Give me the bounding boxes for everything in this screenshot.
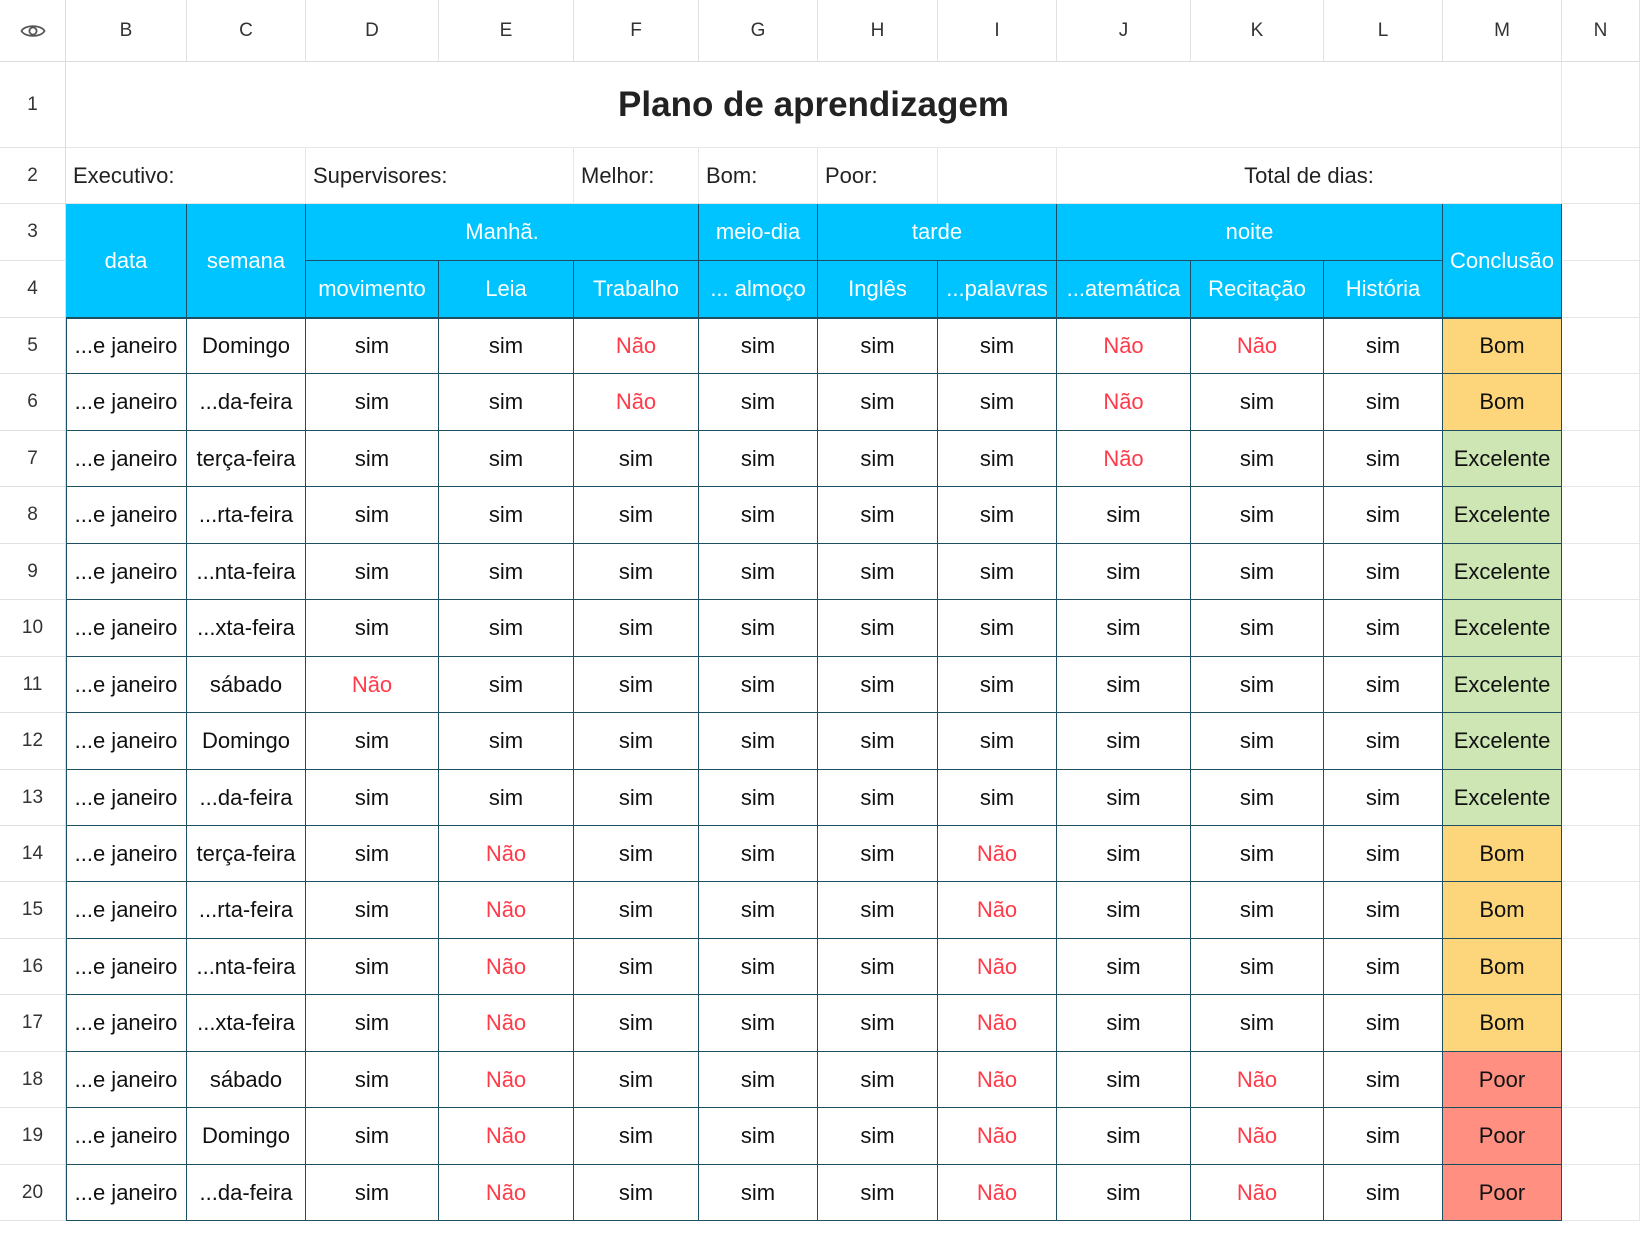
activity-cell[interactable]: sim xyxy=(818,487,938,544)
activity-cell[interactable]: sim xyxy=(1057,713,1191,770)
cell-N11[interactable] xyxy=(1562,657,1640,713)
cell-N6[interactable] xyxy=(1562,374,1640,431)
conclusion-cell[interactable]: Bom xyxy=(1443,882,1562,939)
date-cell[interactable]: ...e janeiro xyxy=(66,995,187,1052)
activity-cell[interactable]: sim xyxy=(306,713,439,770)
activity-cell[interactable]: sim xyxy=(306,374,439,431)
activity-cell[interactable]: sim xyxy=(574,713,699,770)
activity-cell[interactable]: sim xyxy=(699,600,818,657)
date-cell[interactable]: ...e janeiro xyxy=(66,1165,187,1221)
column-header-K[interactable]: K xyxy=(1191,0,1324,62)
date-cell[interactable]: ...e janeiro xyxy=(66,770,187,826)
activity-cell[interactable]: Não xyxy=(439,826,574,882)
activity-cell[interactable]: Não xyxy=(1191,1165,1324,1221)
activity-cell[interactable]: sim xyxy=(439,770,574,826)
activity-cell[interactable]: sim xyxy=(1057,1052,1191,1108)
conclusion-cell[interactable]: Bom xyxy=(1443,318,1562,374)
activity-cell[interactable]: sim xyxy=(1057,995,1191,1052)
activity-cell[interactable]: sim xyxy=(818,431,938,487)
activity-cell[interactable]: sim xyxy=(574,1108,699,1165)
weekday-cell[interactable]: Domingo xyxy=(187,713,306,770)
activity-cell[interactable]: sim xyxy=(1057,1165,1191,1221)
cell-N4[interactable] xyxy=(1562,261,1640,318)
activity-cell[interactable]: sim xyxy=(938,431,1057,487)
date-cell[interactable]: ...e janeiro xyxy=(66,431,187,487)
cell-N3[interactable] xyxy=(1562,204,1640,261)
activity-cell[interactable]: sim xyxy=(439,431,574,487)
row-header-17[interactable]: 17 xyxy=(0,995,66,1052)
eye-icon[interactable] xyxy=(20,22,46,40)
row-header-7[interactable]: 7 xyxy=(0,431,66,487)
weekday-cell[interactable]: Domingo xyxy=(187,1108,306,1165)
column-header-M[interactable]: M xyxy=(1443,0,1562,62)
subheader-cell[interactable]: Inglês xyxy=(818,261,938,318)
date-cell[interactable]: ...e janeiro xyxy=(66,318,187,374)
activity-cell[interactable]: Não xyxy=(938,882,1057,939)
weekday-cell[interactable]: ...xta-feira xyxy=(187,600,306,657)
melhor-label[interactable]: Melhor: xyxy=(574,148,699,204)
row-header-2[interactable]: 2 xyxy=(0,148,66,204)
activity-cell[interactable]: sim xyxy=(574,770,699,826)
conclusion-cell[interactable]: Excelente xyxy=(1443,487,1562,544)
activity-cell[interactable]: sim xyxy=(439,318,574,374)
activity-cell[interactable]: sim xyxy=(699,1108,818,1165)
column-header-L[interactable]: L xyxy=(1324,0,1443,62)
activity-cell[interactable]: sim xyxy=(1191,882,1324,939)
weekday-cell[interactable]: sábado xyxy=(187,1052,306,1108)
activity-cell[interactable]: sim xyxy=(1191,487,1324,544)
activity-cell[interactable]: sim xyxy=(574,487,699,544)
activity-cell[interactable]: sim xyxy=(1324,544,1443,600)
conclusion-cell[interactable]: Excelente xyxy=(1443,713,1562,770)
activity-cell[interactable]: sim xyxy=(574,600,699,657)
date-cell[interactable]: ...e janeiro xyxy=(66,544,187,600)
activity-cell[interactable]: sim xyxy=(1191,544,1324,600)
row-header-19[interactable]: 19 xyxy=(0,1108,66,1165)
activity-cell[interactable]: sim xyxy=(306,1165,439,1221)
sheet-title[interactable]: Plano de aprendizagem xyxy=(66,62,1562,148)
activity-cell[interactable]: sim xyxy=(1324,770,1443,826)
activity-cell[interactable]: sim xyxy=(818,713,938,770)
header-tarde[interactable]: tarde xyxy=(818,204,1057,261)
conclusion-cell[interactable]: Poor xyxy=(1443,1108,1562,1165)
conclusion-cell[interactable]: Bom xyxy=(1443,995,1562,1052)
column-header-B[interactable]: B xyxy=(66,0,187,62)
subheader-cell[interactable]: ... almoço xyxy=(699,261,818,318)
activity-cell[interactable]: sim xyxy=(1191,939,1324,995)
activity-cell[interactable]: Não xyxy=(1057,374,1191,431)
activity-cell[interactable]: Não xyxy=(1057,431,1191,487)
activity-cell[interactable]: sim xyxy=(938,544,1057,600)
activity-cell[interactable]: sim xyxy=(439,713,574,770)
subheader-cell[interactable]: História xyxy=(1324,261,1443,318)
activity-cell[interactable]: sim xyxy=(1057,939,1191,995)
date-cell[interactable]: ...e janeiro xyxy=(66,882,187,939)
column-header-J[interactable]: J xyxy=(1057,0,1191,62)
activity-cell[interactable]: sim xyxy=(1324,1052,1443,1108)
activity-cell[interactable]: sim xyxy=(439,544,574,600)
cell-N17[interactable] xyxy=(1562,995,1640,1052)
activity-cell[interactable]: sim xyxy=(1057,1108,1191,1165)
activity-cell[interactable]: sim xyxy=(938,600,1057,657)
activity-cell[interactable]: sim xyxy=(1191,770,1324,826)
row-header-13[interactable]: 13 xyxy=(0,770,66,826)
header-manha[interactable]: Manhã. xyxy=(306,204,699,261)
activity-cell[interactable]: Não xyxy=(1191,1052,1324,1108)
conclusion-cell[interactable]: Excelente xyxy=(1443,544,1562,600)
activity-cell[interactable]: sim xyxy=(818,1165,938,1221)
activity-cell[interactable]: sim xyxy=(306,487,439,544)
cell-N13[interactable] xyxy=(1562,770,1640,826)
date-cell[interactable]: ...e janeiro xyxy=(66,657,187,713)
activity-cell[interactable]: sim xyxy=(1324,1165,1443,1221)
activity-cell[interactable]: sim xyxy=(574,657,699,713)
activity-cell[interactable]: sim xyxy=(1191,713,1324,770)
conclusion-cell[interactable]: Poor xyxy=(1443,1052,1562,1108)
activity-cell[interactable]: Não xyxy=(439,1108,574,1165)
date-cell[interactable]: ...e janeiro xyxy=(66,487,187,544)
activity-cell[interactable]: Não xyxy=(1191,1108,1324,1165)
date-cell[interactable]: ...e janeiro xyxy=(66,1052,187,1108)
row-header-16[interactable]: 16 xyxy=(0,939,66,995)
activity-cell[interactable]: sim xyxy=(1324,995,1443,1052)
date-cell[interactable]: ...e janeiro xyxy=(66,826,187,882)
activity-cell[interactable]: sim xyxy=(306,1052,439,1108)
activity-cell[interactable]: sim xyxy=(818,374,938,431)
activity-cell[interactable]: sim xyxy=(1057,770,1191,826)
activity-cell[interactable]: Não xyxy=(306,657,439,713)
activity-cell[interactable]: sim xyxy=(1324,431,1443,487)
activity-cell[interactable]: sim xyxy=(1057,600,1191,657)
activity-cell[interactable]: sim xyxy=(574,826,699,882)
cell-N18[interactable] xyxy=(1562,1052,1640,1108)
activity-cell[interactable]: sim xyxy=(938,713,1057,770)
cell-N10[interactable] xyxy=(1562,600,1640,657)
cell-N5[interactable] xyxy=(1562,318,1640,374)
activity-cell[interactable]: sim xyxy=(818,1052,938,1108)
activity-cell[interactable]: sim xyxy=(1324,374,1443,431)
column-header-I[interactable]: I xyxy=(938,0,1057,62)
subheader-cell[interactable]: Leia xyxy=(439,261,574,318)
activity-cell[interactable]: sim xyxy=(818,544,938,600)
activity-cell[interactable]: sim xyxy=(1324,600,1443,657)
cell-N2[interactable] xyxy=(1562,148,1640,204)
activity-cell[interactable]: Não xyxy=(938,1165,1057,1221)
cell-N19[interactable] xyxy=(1562,1108,1640,1165)
row-header-20[interactable]: 20 xyxy=(0,1165,66,1221)
activity-cell[interactable]: sim xyxy=(1191,431,1324,487)
activity-cell[interactable]: Não xyxy=(938,826,1057,882)
activity-cell[interactable]: sim xyxy=(1057,882,1191,939)
activity-cell[interactable]: Não xyxy=(439,882,574,939)
activity-cell[interactable]: sim xyxy=(1191,657,1324,713)
executivo-label[interactable]: Executivo: xyxy=(66,148,306,204)
activity-cell[interactable]: sim xyxy=(306,544,439,600)
conclusion-cell[interactable]: Bom xyxy=(1443,826,1562,882)
conclusion-cell[interactable]: Bom xyxy=(1443,374,1562,431)
supervisores-label[interactable]: Supervisores: xyxy=(306,148,574,204)
row-header-5[interactable]: 5 xyxy=(0,318,66,374)
weekday-cell[interactable]: ...nta-feira xyxy=(187,544,306,600)
activity-cell[interactable]: sim xyxy=(306,431,439,487)
activity-cell[interactable]: sim xyxy=(439,600,574,657)
weekday-cell[interactable]: terça-feira xyxy=(187,826,306,882)
activity-cell[interactable]: sim xyxy=(1057,544,1191,600)
activity-cell[interactable]: sim xyxy=(1057,487,1191,544)
conclusion-cell[interactable]: Poor xyxy=(1443,1165,1562,1221)
activity-cell[interactable]: sim xyxy=(818,882,938,939)
activity-cell[interactable]: Não xyxy=(574,318,699,374)
weekday-cell[interactable]: ...da-feira xyxy=(187,374,306,431)
weekday-cell[interactable]: ...nta-feira xyxy=(187,939,306,995)
activity-cell[interactable]: sim xyxy=(1191,374,1324,431)
activity-cell[interactable]: sim xyxy=(439,487,574,544)
activity-cell[interactable]: sim xyxy=(1324,657,1443,713)
activity-cell[interactable]: sim xyxy=(574,939,699,995)
activity-cell[interactable]: Não xyxy=(439,1165,574,1221)
cell-N12[interactable] xyxy=(1562,713,1640,770)
activity-cell[interactable]: sim xyxy=(306,995,439,1052)
activity-cell[interactable]: Não xyxy=(439,1052,574,1108)
activity-cell[interactable]: sim xyxy=(699,882,818,939)
date-cell[interactable]: ...e janeiro xyxy=(66,374,187,431)
activity-cell[interactable]: sim xyxy=(938,657,1057,713)
activity-cell[interactable]: sim xyxy=(699,995,818,1052)
activity-cell[interactable]: sim xyxy=(699,713,818,770)
activity-cell[interactable]: sim xyxy=(1324,826,1443,882)
activity-cell[interactable]: sim xyxy=(306,318,439,374)
activity-cell[interactable]: Não xyxy=(938,1052,1057,1108)
activity-cell[interactable]: Não xyxy=(439,995,574,1052)
activity-cell[interactable]: sim xyxy=(1057,826,1191,882)
row-header-3[interactable]: 3 xyxy=(0,204,66,261)
conclusion-cell[interactable]: Excelente xyxy=(1443,600,1562,657)
activity-cell[interactable]: sim xyxy=(699,431,818,487)
activity-cell[interactable]: Não xyxy=(574,374,699,431)
activity-cell[interactable]: sim xyxy=(818,657,938,713)
activity-cell[interactable]: sim xyxy=(699,826,818,882)
subheader-cell[interactable]: ...palavras xyxy=(938,261,1057,318)
weekday-cell[interactable]: Domingo xyxy=(187,318,306,374)
activity-cell[interactable]: sim xyxy=(574,1052,699,1108)
activity-cell[interactable]: sim xyxy=(938,770,1057,826)
activity-cell[interactable]: sim xyxy=(699,487,818,544)
row-header-9[interactable]: 9 xyxy=(0,544,66,600)
weekday-cell[interactable]: ...da-feira xyxy=(187,1165,306,1221)
weekday-cell[interactable]: ...da-feira xyxy=(187,770,306,826)
activity-cell[interactable]: sim xyxy=(1324,487,1443,544)
cell-N20[interactable] xyxy=(1562,1165,1640,1221)
activity-cell[interactable]: sim xyxy=(818,600,938,657)
activity-cell[interactable]: sim xyxy=(699,1165,818,1221)
activity-cell[interactable]: sim xyxy=(574,544,699,600)
activity-cell[interactable]: sim xyxy=(306,826,439,882)
cell-N15[interactable] xyxy=(1562,882,1640,939)
conclusion-cell[interactable]: Bom xyxy=(1443,939,1562,995)
row-header-8[interactable]: 8 xyxy=(0,487,66,544)
conclusion-cell[interactable]: Excelente xyxy=(1443,657,1562,713)
date-cell[interactable]: ...e janeiro xyxy=(66,1108,187,1165)
activity-cell[interactable]: Não xyxy=(1057,318,1191,374)
activity-cell[interactable]: sim xyxy=(938,318,1057,374)
activity-cell[interactable]: sim xyxy=(818,770,938,826)
activity-cell[interactable]: sim xyxy=(699,374,818,431)
activity-cell[interactable]: sim xyxy=(574,1165,699,1221)
activity-cell[interactable]: sim xyxy=(818,995,938,1052)
activity-cell[interactable]: sim xyxy=(439,374,574,431)
header-meio-dia[interactable]: meio-dia xyxy=(699,204,818,261)
conclusion-cell[interactable]: Excelente xyxy=(1443,431,1562,487)
activity-cell[interactable]: sim xyxy=(818,1108,938,1165)
cell-N7[interactable] xyxy=(1562,431,1640,487)
date-cell[interactable]: ...e janeiro xyxy=(66,600,187,657)
header-noite[interactable]: noite xyxy=(1057,204,1443,261)
activity-cell[interactable]: sim xyxy=(699,318,818,374)
column-header-E[interactable]: E xyxy=(439,0,574,62)
cell-N8[interactable] xyxy=(1562,487,1640,544)
activity-cell[interactable]: sim xyxy=(1191,600,1324,657)
activity-cell[interactable]: Não xyxy=(938,995,1057,1052)
activity-cell[interactable]: sim xyxy=(818,826,938,882)
activity-cell[interactable]: sim xyxy=(699,657,818,713)
column-header-H[interactable]: H xyxy=(818,0,938,62)
select-all-corner[interactable] xyxy=(0,0,66,62)
header-conclusao[interactable]: Conclusão xyxy=(1443,204,1562,318)
poor-label[interactable]: Poor: xyxy=(818,148,938,204)
bom-label[interactable]: Bom: xyxy=(699,148,818,204)
activity-cell[interactable]: sim xyxy=(574,995,699,1052)
subheader-cell[interactable]: Trabalho xyxy=(574,261,699,318)
activity-cell[interactable]: sim xyxy=(699,939,818,995)
activity-cell[interactable]: Não xyxy=(439,939,574,995)
activity-cell[interactable]: sim xyxy=(1057,657,1191,713)
activity-cell[interactable]: sim xyxy=(938,487,1057,544)
activity-cell[interactable]: sim xyxy=(699,1052,818,1108)
activity-cell[interactable]: Não xyxy=(1191,318,1324,374)
header-data[interactable]: data xyxy=(66,204,187,318)
header-semana[interactable]: semana xyxy=(187,204,306,318)
cell-N16[interactable] xyxy=(1562,939,1640,995)
weekday-cell[interactable]: ...xta-feira xyxy=(187,995,306,1052)
weekday-cell[interactable]: ...rta-feira xyxy=(187,487,306,544)
cell-N1[interactable] xyxy=(1562,62,1640,148)
activity-cell[interactable]: sim xyxy=(1324,318,1443,374)
activity-cell[interactable]: sim xyxy=(1324,939,1443,995)
activity-cell[interactable]: sim xyxy=(1191,826,1324,882)
weekday-cell[interactable]: ...rta-feira xyxy=(187,882,306,939)
row-header-1[interactable]: 1 xyxy=(0,62,66,148)
row-header-10[interactable]: 10 xyxy=(0,600,66,657)
activity-cell[interactable]: sim xyxy=(1324,1108,1443,1165)
row-header-18[interactable]: 18 xyxy=(0,1052,66,1108)
activity-cell[interactable]: sim xyxy=(306,1108,439,1165)
activity-cell[interactable]: sim xyxy=(699,770,818,826)
total-dias-label[interactable]: Total de dias: xyxy=(1057,148,1562,204)
row-header-12[interactable]: 12 xyxy=(0,713,66,770)
weekday-cell[interactable]: terça-feira xyxy=(187,431,306,487)
column-header-C[interactable]: C xyxy=(187,0,306,62)
date-cell[interactable]: ...e janeiro xyxy=(66,939,187,995)
activity-cell[interactable]: sim xyxy=(699,544,818,600)
weekday-cell[interactable]: sábado xyxy=(187,657,306,713)
date-cell[interactable]: ...e janeiro xyxy=(66,713,187,770)
activity-cell[interactable]: sim xyxy=(818,318,938,374)
cell-N14[interactable] xyxy=(1562,826,1640,882)
row-header-11[interactable]: 11 xyxy=(0,657,66,713)
activity-cell[interactable]: sim xyxy=(306,939,439,995)
conclusion-cell[interactable]: Excelente xyxy=(1443,770,1562,826)
column-header-G[interactable]: G xyxy=(699,0,818,62)
row-header-14[interactable]: 14 xyxy=(0,826,66,882)
activity-cell[interactable]: sim xyxy=(439,657,574,713)
activity-cell[interactable]: sim xyxy=(1324,713,1443,770)
activity-cell[interactable]: sim xyxy=(306,882,439,939)
activity-cell[interactable]: sim xyxy=(574,882,699,939)
activity-cell[interactable]: sim xyxy=(1324,882,1443,939)
activity-cell[interactable]: sim xyxy=(306,600,439,657)
activity-cell[interactable]: sim xyxy=(818,939,938,995)
subheader-cell[interactable]: Recitação xyxy=(1191,261,1324,318)
activity-cell[interactable]: sim xyxy=(306,770,439,826)
column-header-F[interactable]: F xyxy=(574,0,699,62)
row-header-6[interactable]: 6 xyxy=(0,374,66,431)
row-header-4[interactable]: 4 xyxy=(0,261,66,318)
column-header-D[interactable]: D xyxy=(306,0,439,62)
cell-N9[interactable] xyxy=(1562,544,1640,600)
activity-cell[interactable]: sim xyxy=(574,431,699,487)
activity-cell[interactable]: Não xyxy=(938,1108,1057,1165)
row-header-15[interactable]: 15 xyxy=(0,882,66,939)
activity-cell[interactable]: sim xyxy=(938,374,1057,431)
activity-cell[interactable]: Não xyxy=(938,939,1057,995)
subheader-cell[interactable]: ...atemática xyxy=(1057,261,1191,318)
subheader-cell[interactable]: movimento xyxy=(306,261,439,318)
column-header-N[interactable]: N xyxy=(1562,0,1640,62)
cell-I2[interactable] xyxy=(938,148,1057,204)
activity-cell[interactable]: sim xyxy=(1191,995,1324,1052)
